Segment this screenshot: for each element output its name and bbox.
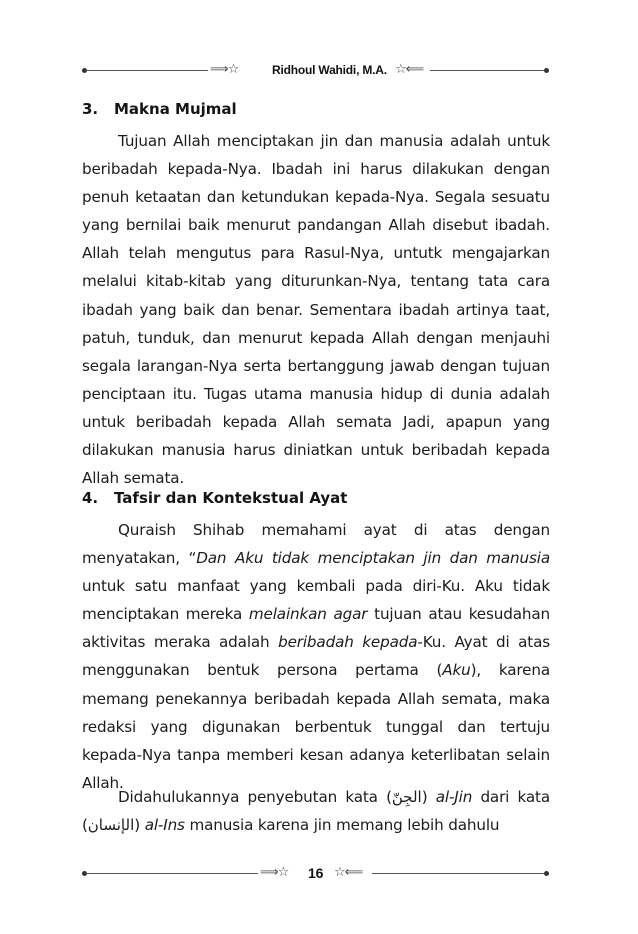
text-run: -Ku. Ayat di atas menggunakan bentuk persona pertama ( (82, 633, 550, 680)
rule-line-right (372, 873, 544, 874)
page-number: 16 (308, 865, 324, 881)
header-author: Ridhoul Wahidi, M.A. (272, 63, 387, 77)
text-run: Didahulukannya penyebutan kata ( (118, 788, 392, 806)
emphasis-italic: beribadah kepada (278, 633, 418, 652)
section-title: Makna Mujmal (114, 100, 237, 118)
ornament-right-icon: ☆⟸ (334, 865, 363, 880)
rule-dot-right (544, 68, 549, 73)
ornament-left-icon: ⟹☆ (210, 62, 239, 77)
ornament-right-icon: ☆⟸ (395, 62, 424, 77)
quote-italic: Dan Aku tidak menciptakan jin dan manusia (196, 549, 550, 568)
section-3-paragraph: Tujuan Allah menciptakan jin dan manusia adalah untuk beribadah kepada-Nya. Ibadah ini harus dilakukan dengan penuh ketaatan dan ketundukan kepada-Nya. Segala sesuatu yang bernilai baik menurut pandangan Allah disebut ibadah. Allah telah mengutus para Rasul-Nya, untutk mengajarkan melalui kitab-kitab yang diturunkan-Nya, tentang tata cara ibadah yang baik dan benar. Sementara ibadah artinya taat, patuh, tunduk, dan menurut kepada Allah dengan menjauhi segala larangan-Nya serta bertanggung jawab dengan tujuan penciptaan itu. Tugas utama manusia hidup di dunia adalah untuk beribadah kepada Allah semata Jadi, apapun yang dilakukan manusia harus diniatkan untuk beribadah kepada Allah semata. (82, 132, 550, 488)
text-run: untuk satu manfaat yang kembali pada diri-Ku. Aku tidak menciptakan mereka (82, 577, 550, 624)
rule-line-right (430, 70, 544, 71)
section-number: 4. (82, 489, 99, 507)
text-run: dari kata ( (82, 788, 551, 835)
text-run: manusia karena jin memang lebih dahulu (184, 816, 500, 835)
text-run: ), karena memang penekannya beribadah kepada Allah semata, maka redaksi yang digunakan berbentuk tunggal dan tertuju kepada-Nya tanpa memberi kesan adanya keterlibatan selain Allah. (82, 661, 550, 792)
section-heading-3 (82, 99, 552, 119)
rule-line-left (86, 873, 258, 874)
arabic-term-ins: الإنسان (87, 816, 135, 835)
transliteration-italic: al-Ins (144, 816, 185, 835)
section-heading-4 (82, 488, 552, 508)
ornament-left-icon: ⟹☆ (260, 865, 289, 880)
text-run: ) (421, 788, 436, 806)
section-number: 3. (82, 100, 99, 118)
running-header (82, 60, 549, 80)
text-run: ) (134, 816, 145, 835)
text-run: tujuan atau kesudahan aktivitas meraka adalah (82, 605, 550, 652)
emphasis-italic: melainkan agar (248, 605, 368, 624)
emphasis-italic: Aku (442, 661, 471, 680)
running-footer (82, 863, 549, 883)
arabic-term-jin: الجِنّ (391, 788, 422, 806)
rule-dot-right (544, 871, 549, 876)
text-run: Quraish Shihab memahami ayat di atas dengan menyatakan, “ (82, 521, 550, 568)
section-4-paragraph-2 (82, 783, 550, 839)
transliteration-italic: al-Jin (435, 788, 473, 806)
section-4-paragraph-1 (82, 516, 550, 797)
rule-line-left (86, 70, 208, 71)
section-title: Tafsir dan Kontekstual Ayat (114, 489, 348, 507)
